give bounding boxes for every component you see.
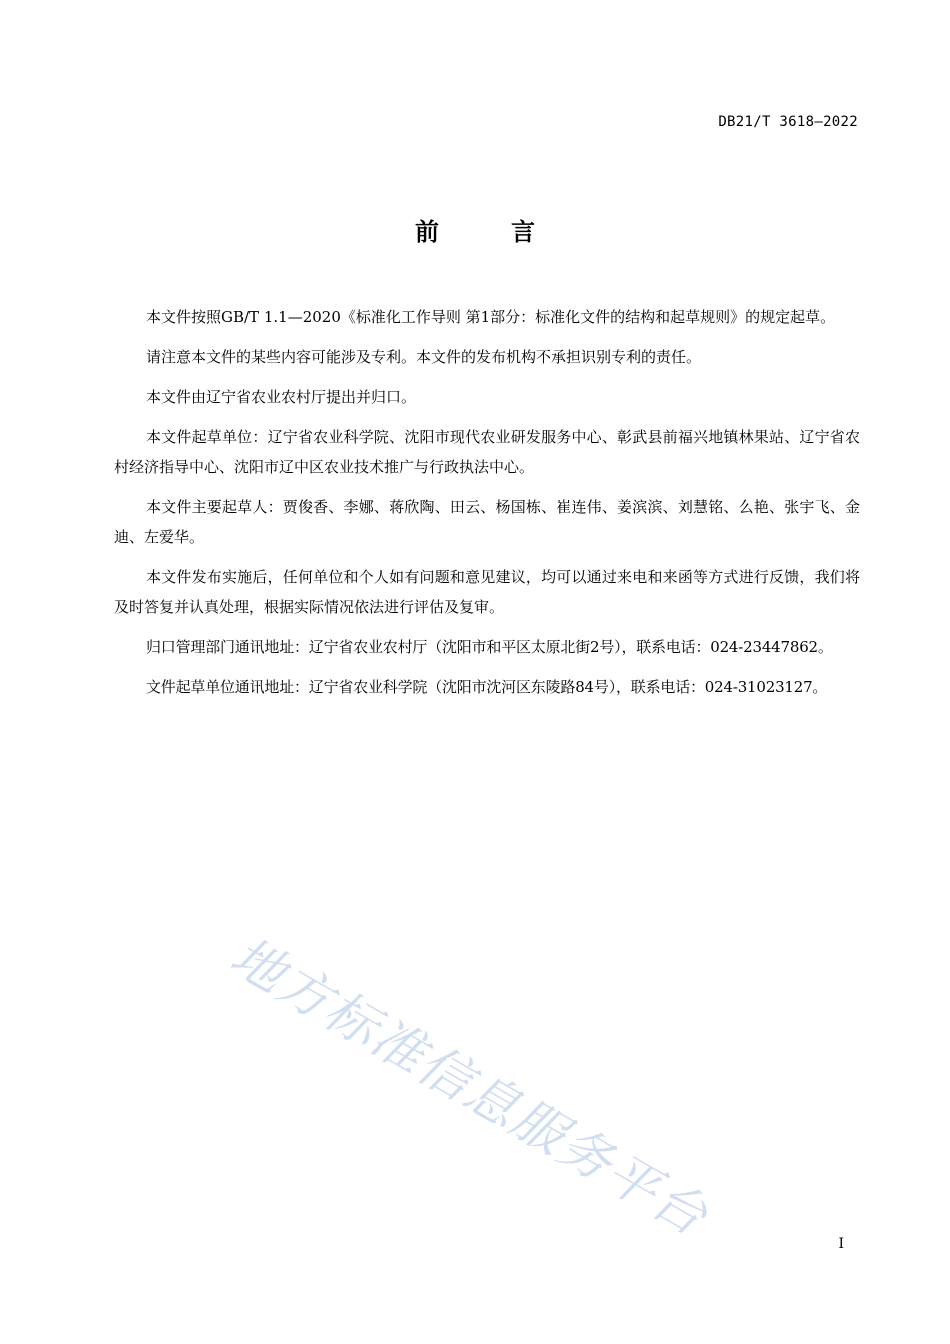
paragraph-authority-address: 归口管理部门通讯地址：辽宁省农业农村厅（沈阳市和平区太原北街2号），联系电话：024-23447862。: [146, 638, 833, 656]
document-code: DB21/T 3618—2022: [718, 114, 858, 130]
paragraph-drafting-rules: 本文件按照GB/T 1.1—2020《标准化工作导则 第1部分：标准化文件的结构和起草规则》的规定起草。: [146, 308, 836, 326]
page-number: I: [838, 1236, 844, 1252]
paragraph-proposer: 本文件由辽宁省农业农村厅提出并归口。: [146, 388, 417, 406]
paragraph-drafters: 本文件主要起草人：贾俊香、李娜、蒋欣陶、田云、杨国栋、崔连伟、姜滨滨、刘慧铭、么艳、张宇飞、金迪、左爱华。: [114, 498, 860, 546]
page-title: 前 言: [415, 218, 559, 246]
document-body: [114, 302, 860, 712]
watermark: 地方标准信息服务平台: [220, 926, 718, 1249]
paragraph-drafting-units: 本文件起草单位：辽宁省农业科学院、沈阳市现代农业研发服务中心、彰武县前福兴地镇林果站、辽宁省农村经济指导中心、沈阳市辽中区农业技术推广与行政执法中心。: [114, 428, 860, 476]
paragraph-feedback: 本文件发布实施后，任何单位和个人如有问题和意见建议，均可以通过来电和来函等方式进行反馈，我们将及时答复并认真处理，根据实际情况依法进行评估及复审。: [114, 568, 860, 616]
paragraph-drafter-address: 文件起草单位通讯地址：辽宁省农业科学院（沈阳市沈河区东陵路84号），联系电话：024-31023127。: [146, 678, 828, 696]
paragraph-patent-notice: 请注意本文件的某些内容可能涉及专利。本文件的发布机构不承担识别专利的责任。: [146, 348, 702, 366]
